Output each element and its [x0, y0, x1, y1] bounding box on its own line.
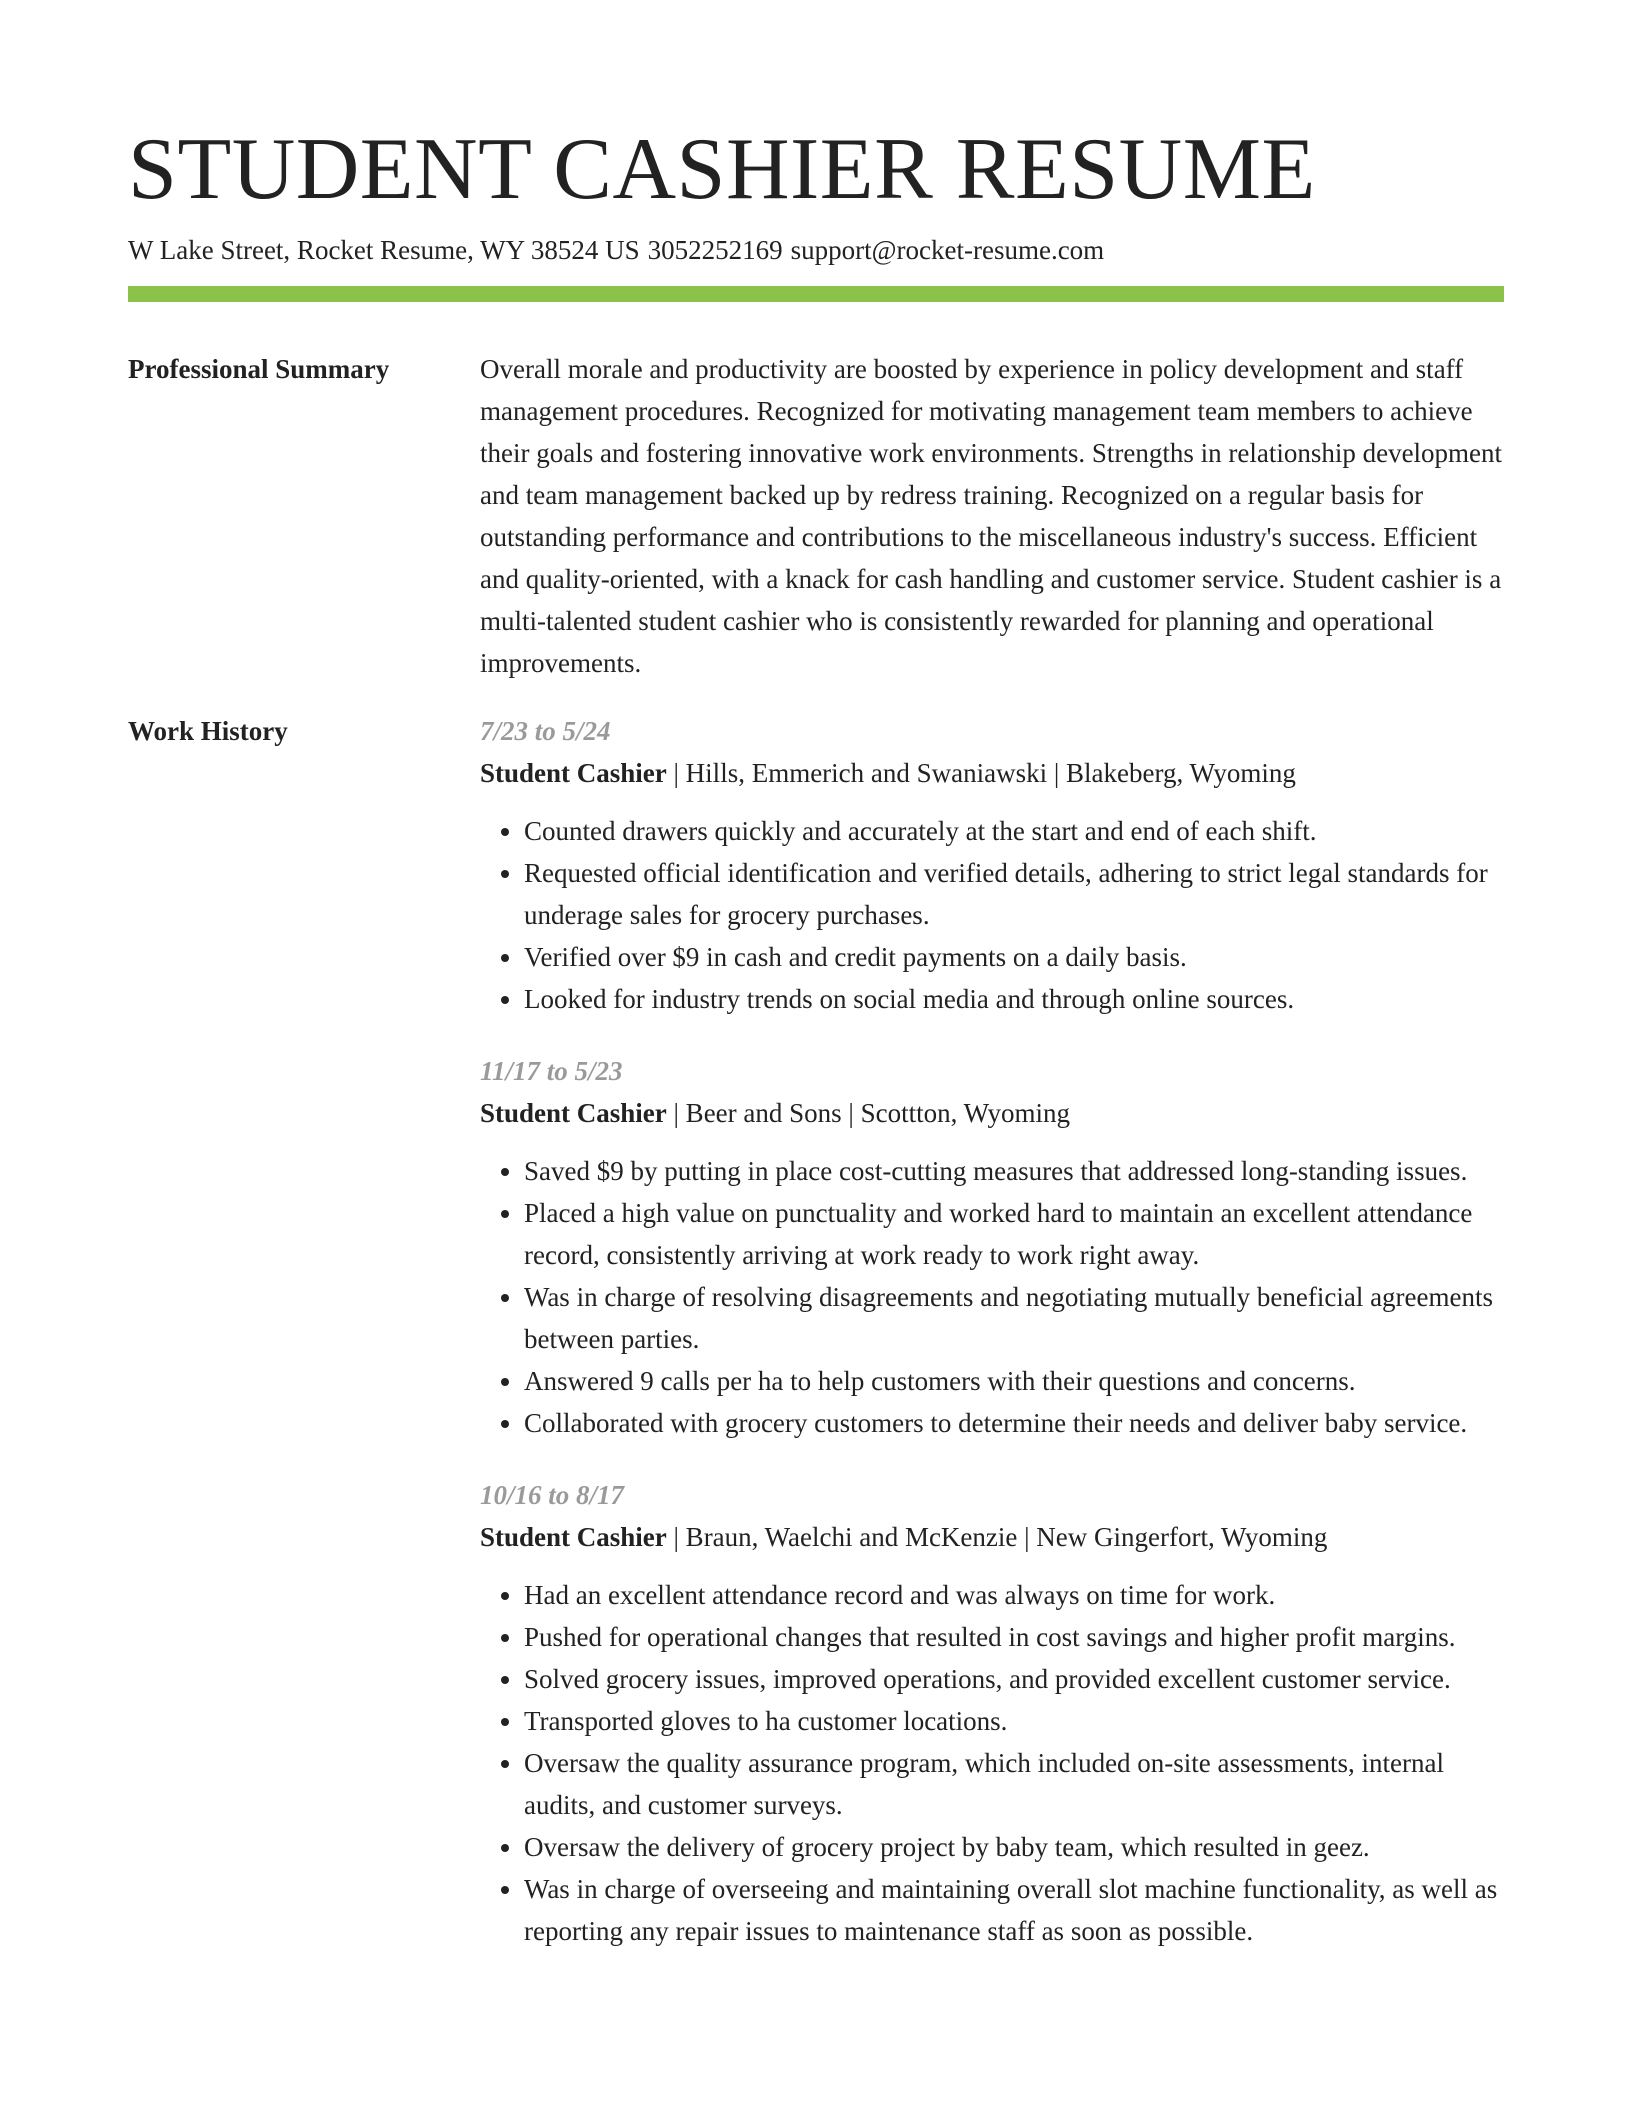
job-bullet: • Counted drawers quickly and accurately at the start and end of each shift.: [524, 810, 1504, 852]
job-bullet: • Requested official identification and verified details, adhering to strict legal standards for underage sales for grocery purchases.: [524, 852, 1504, 936]
summary-heading: Professional Summary: [128, 354, 390, 384]
job-dates: 11/17 to 5/23: [480, 1056, 623, 1086]
job-bullet: • Had an excellent attendance record and was always on time for work.: [524, 1574, 1504, 1616]
job-bullet: • Oversaw the delivery of grocery project by baby team, which resulted in geez.: [524, 1826, 1504, 1868]
job-bullet-list: [480, 1574, 1504, 1952]
job-dates: 7/23 to 5/24: [480, 716, 611, 746]
job-title: Student Cashier: [480, 758, 667, 788]
job-title: Student Cashier: [480, 1522, 667, 1552]
contact-email: support@rocket-resume.com: [790, 235, 1105, 265]
job-bullet: • Looked for industry trends on social media and through online sources.: [524, 978, 1504, 1020]
work-history-section: [128, 714, 1504, 1982]
job-bullet: • Oversaw the quality assurance program, which included on-site assessments, internal audits, and customer surveys.: [524, 1742, 1504, 1826]
summary-text: Overall morale and productivity are boosted by experience in policy development and staff management procedures. Recognized for motivating management team members to achieve their goals and fostering innovative work environments. Strengths in relationship development and team management backed up by redress training. Recognized on a regular basis for outstanding performance and contributions to the miscellaneous industry's success. Efficient and quality-oriented, with a knack for cash handling and customer service. Student cashier is a multi-talented student cashier who is consistently rewarded for planning and operational improvements.: [480, 354, 1503, 678]
job-entry: [480, 710, 1504, 1020]
job-bullet: • Verified over $9 in cash and credit payments on a daily basis.: [524, 936, 1504, 978]
job-employer-location: | Beer and Sons | Scottton, Wyoming: [666, 1098, 1070, 1128]
job-bullet: • Was in charge of resolving disagreements and negotiating mutually beneficial agreements between parties.: [524, 1276, 1504, 1360]
job-dates: 10/16 to 8/17: [480, 1480, 625, 1510]
job-title: Student Cashier: [480, 1098, 667, 1128]
job-list: [480, 710, 1504, 1982]
job-bullet: • Collaborated with grocery customers to determine their needs and deliver baby service.: [524, 1402, 1504, 1444]
job-title-line: [480, 1516, 1504, 1558]
job-bullet: • Solved grocery issues, improved operations, and provided excellent customer service.: [524, 1658, 1504, 1700]
job-bullet: • Transported gloves to ha customer locations.: [524, 1700, 1504, 1742]
resume-title: STUDENT CASHIER RESUME: [128, 121, 1316, 218]
header-divider: [128, 286, 1504, 302]
job-title-line: [480, 1092, 1504, 1134]
work-history-heading: Work History: [128, 716, 288, 746]
job-bullet: • Saved $9 by putting in place cost-cutting measures that addressed long-standing issues.: [524, 1150, 1504, 1192]
job-bullet: • Was in charge of overseeing and maintaining overall slot machine functionality, as well as reporting any repair issues to maintenance staff as soon as possible.: [524, 1868, 1504, 1952]
contact-phone: 3052252169: [647, 235, 783, 265]
job-bullet: • Placed a high value on punctuality and worked hard to maintain an excellent attendance record, consistently arriving at work ready to work right away.: [524, 1192, 1504, 1276]
contact-address: W Lake Street, Rocket Resume, WY 38524 US: [128, 235, 640, 265]
job-employer-location: | Hills, Emmerich and Swaniawski | Blakeberg, Wyoming: [666, 758, 1296, 788]
job-entry: [480, 1474, 1504, 1952]
resume-page: [128, 118, 1504, 1982]
job-entry: [480, 1050, 1504, 1444]
contact-line: [128, 232, 1504, 268]
job-bullet-list: [480, 810, 1504, 1020]
job-bullet-list: [480, 1150, 1504, 1444]
job-title-line: [480, 752, 1504, 794]
job-bullet: • Answered 9 calls per ha to help customers with their questions and concerns.: [524, 1360, 1504, 1402]
job-employer-location: | Braun, Waelchi and McKenzie | New Gingerfort, Wyoming: [666, 1522, 1328, 1552]
summary-section: [128, 352, 1504, 684]
job-bullet: • Pushed for operational changes that resulted in cost savings and higher profit margins.: [524, 1616, 1504, 1658]
